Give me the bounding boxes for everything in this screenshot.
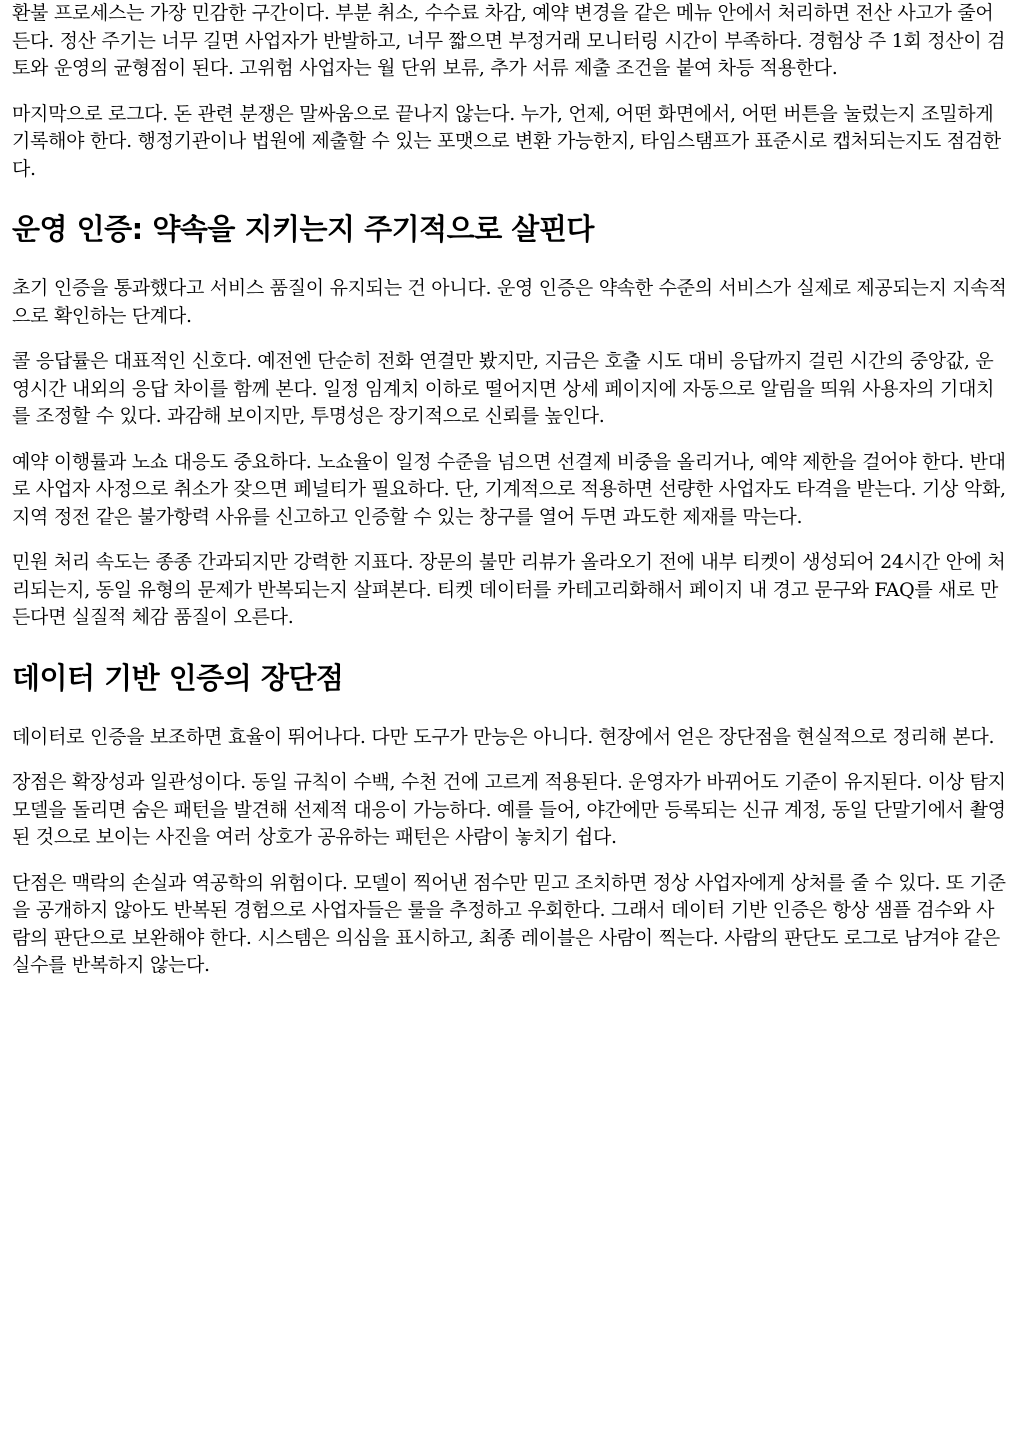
paragraph-data-intro: 데이터로 인증을 보조하면 효율이 뛰어나다. 다만 도구가 만능은 아니다. 현장에서 얻은 장단점을 현실적으로 정리해 본다. xyxy=(12,725,995,748)
paragraph-reservation-noshow: 예약 이행률과 노쇼 대응도 중요하다. 노쇼율이 일정 수준을 넘으면 선결제 비중을 올리거나, 예약 제한을 걸어야 한다. 반대로 사업자 사정으로 취소가 잦으면 페널티가 필요하다. 단, 기계적으로 적용하면 선량한 사업자도 타격을 받는다. 기상 악화, 지역 정전 같은 불가항력 사유를 신고하고 인증할 수 있는 창구를 열어 두면 과도한 제재를 막는다. xyxy=(12,450,1006,528)
paragraph-logging: 마지막으로 로그다. 돈 관련 분쟁은 말싸움으로 끝나지 않는다. 누가, 언제, 어떤 화면에서, 어떤 버튼을 눌렀는지 조밀하게 기록해야 한다. 행정기관이나 법원에 제출할 수 있는 포맷으로 변환 가능한지, 타임스탬프가 표준시로 캡처되는지도 점검한다. xyxy=(12,102,1001,180)
paragraph-data-pros: 장점은 확장성과 일관성이다. 동일 규칙이 수백, 수천 건에 고르게 적용된다. 운영자가 바뀌어도 기준이 유지된다. 이상 탐지 모델을 돌리면 숨은 패턴을 발견해 선제적 대응이 가능하다. 예를 들어, 야간에만 등록되는 신규 계정, 동일 단말기에서 촬영된 것으로 보이는 사진을 여러 상호가 공유하는 패턴은 사람이 놓치기 쉽다. xyxy=(12,771,1006,848)
paragraph-operations-intro: 초기 인증을 통과했다고 서비스 품질이 유지되는 건 아니다. 운영 인증은 약속한 수준의 서비스가 실제로 제공되는지 지속적으로 확인하는 단계다. xyxy=(12,277,1007,327)
paragraph-call-response: 콜 응답률은 대표적인 신호다. 예전엔 단순히 전화 연결만 봤지만, 지금은 호출 시도 대비 응답까지 걸린 시간의 중앙값, 운영시간 내외의 응답 차이를 함께 본다. 일정 임계치 이하로 떨어지면 상세 페이지에 자동으로 알림을 띄워 사용자의 기대치를 조정할 수 있다. 과감해 보이지만, 투명성은 장기적으로 신뢰를 높인다. xyxy=(12,350,995,427)
section-heading-operations: 운영 인증: 약속을 지키는지 주기적으로 살핀다 xyxy=(12,212,594,246)
paragraph-refund-process: 환불 프로세스는 가장 민감한 구간이다. 부분 취소, 수수료 차감, 예약 변경을 같은 메뉴 안에서 처리하면 전산 사고가 줄어든다. 정산 주기는 너무 길면 사업자가 반발하고, 너무 짧으면 부정거래 모니터링 시간이 부족하다. 경험상 주 1회 정산이 검토와 운영의 균형점이 된다. 고위험 사업자는 월 단위 보류, 추가 서류 제출 조건을 붙여 차등 적용한다. xyxy=(12,2,1006,79)
paragraph-data-cons: 단점은 맥락의 손실과 역공학의 위험이다. 모델이 찍어낸 점수만 믿고 조치하면 정상 사업자에게 상처를 줄 수 있다. 또 기준을 공개하지 않아도 반복된 경험으로 사업자들은 룰을 추정하고 우회한다. 그래서 데이터 기반 인증은 항상 샘플 검수와 사람의 판단으로 보완해야 한다. 시스템은 의심을 표시하고, 최종 레이블은 사람이 찍는다. 사람의 판단도 로그로 남겨야 같은 실수를 반복하지 않는다. xyxy=(12,871,1006,976)
paragraph-complaint-speed: 민원 처리 속도는 종종 간과되지만 강력한 지표다. 장문의 불만 리뷰가 올라오기 전에 내부 티켓이 생성되어 24시간 안에 처리되는지, 동일 유형의 문제가 반복되는지 살펴본다. 티켓 데이터를 카테고리화해서 페이지 내 경고 문구와 FAQ를 새로 만든다면 실질적 체감 품질이 오른다. xyxy=(12,551,1006,628)
section-heading-data: 데이터 기반 인증의 장단점 xyxy=(12,660,344,695)
